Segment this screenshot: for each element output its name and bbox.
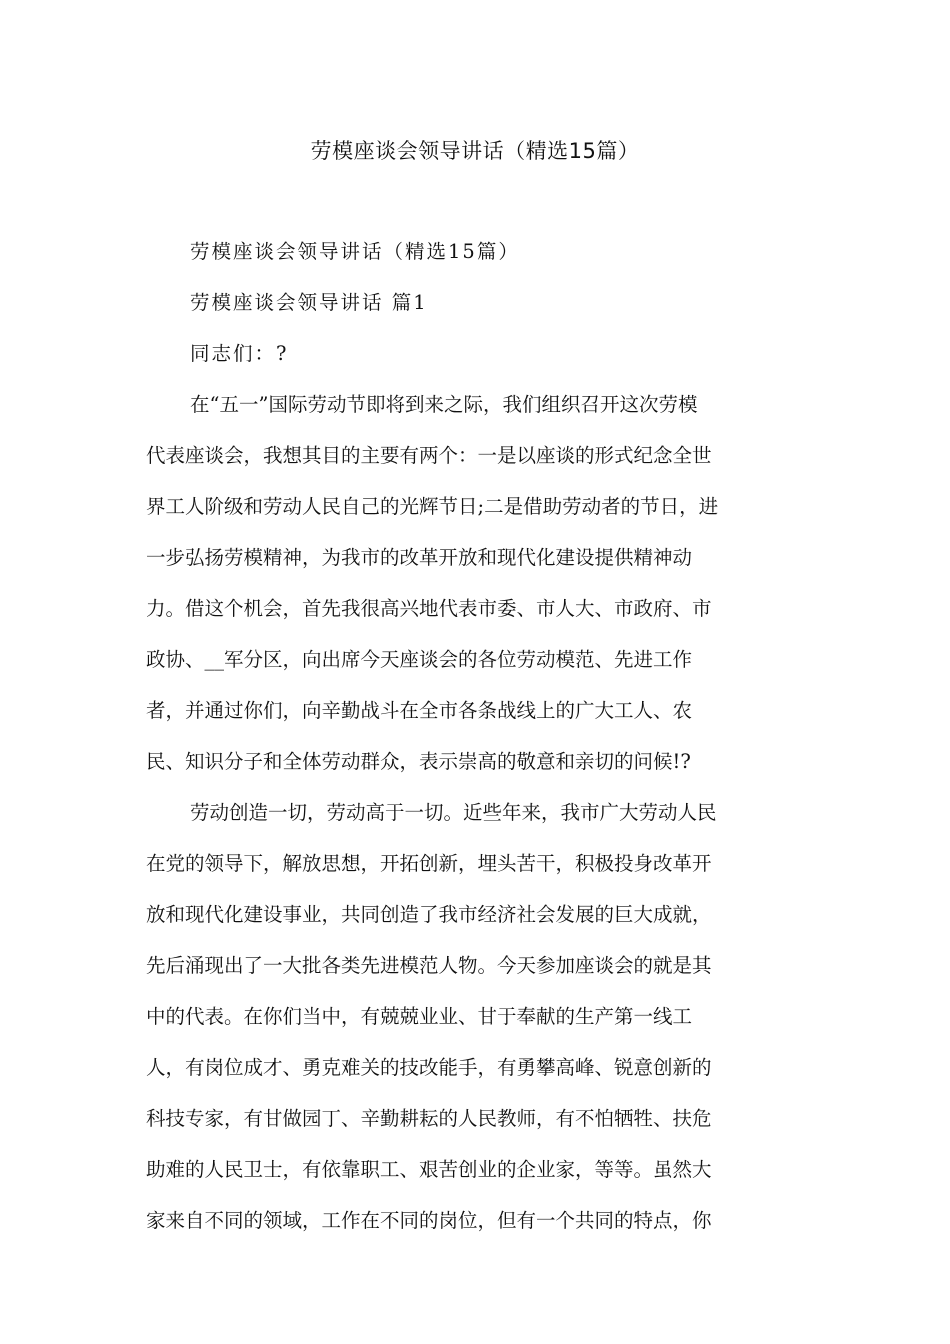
paragraph-1 <box>146 379 806 787</box>
paragraph-line: 一步弘扬劳模精神，为我市的改革开放和现代化建设提供精神动 <box>146 546 693 569</box>
paragraph-line: 人，有岗位成才、勇克难关的技改能手，有勇攀高峰、锐意创新的 <box>146 1056 712 1079</box>
paragraph-line: 在“五一”国际劳动节即将到来之际，我们组织召开这次劳模 <box>190 393 698 416</box>
paragraph-line: 界工人阶级和劳动人民自己的光辉节日;二是借助劳动者的节日，进 <box>146 495 719 518</box>
paragraph-line: 力。借这个机会，首先我很高兴地代表市委、市人大、市政府、市 <box>146 597 712 620</box>
paragraph-line: 家来自不同的领域，工作在不同的岗位，但有一个共同的特点，你 <box>146 1209 712 1232</box>
paragraph-2 <box>146 787 806 1246</box>
paragraph-line: 民、知识分子和全体劳动群众，表示崇高的敬意和亲切的问候!? <box>146 750 691 773</box>
salutation: 同志们：? <box>190 342 289 365</box>
document-body <box>146 226 806 1246</box>
paragraph-line: 劳动创造一切，劳动高于一切。近些年来，我市广大劳动人民 <box>190 801 717 824</box>
paragraph-line: 政协、__军分区，向出席今天座谈会的各位劳动模范、先进工作 <box>146 648 693 671</box>
paragraph-line: 者，并通过你们，向辛勤战斗在全市各条战线上的广大工人、农 <box>146 699 693 722</box>
paragraph-line: 科技专家，有甘做园丁、辛勤耕耘的人民教师，有不怕牺牲、扶危 <box>146 1107 712 1130</box>
paragraph-line: 代表座谈会，我想其目的主要有两个：一是以座谈的形式纪念全世 <box>146 444 712 467</box>
section-heading: 劳模座谈会领导讲话 篇1 <box>190 291 428 314</box>
paragraph-line: 在党的领导下，解放思想，开拓创新，埋头苦干，积极投身改革开 <box>146 852 712 875</box>
document-subtitle: 劳模座谈会领导讲话（精选15篇） <box>190 240 520 263</box>
document-title: 劳模座谈会领导讲话（精选15篇） <box>310 139 640 163</box>
paragraph-line: 先后涌现出了一大批各类先进模范人物。今天参加座谈会的就是其 <box>146 954 712 977</box>
paragraph-line: 放和现代化建设事业，共同创造了我市经济社会发展的巨大成就， <box>146 903 712 926</box>
paragraph-line: 中的代表。在你们当中，有兢兢业业、甘于奉献的生产第一线工 <box>146 1005 693 1028</box>
paragraph-line: 助难的人民卫士，有依靠职工、艰苦创业的企业家，等等。虽然大 <box>146 1158 712 1181</box>
